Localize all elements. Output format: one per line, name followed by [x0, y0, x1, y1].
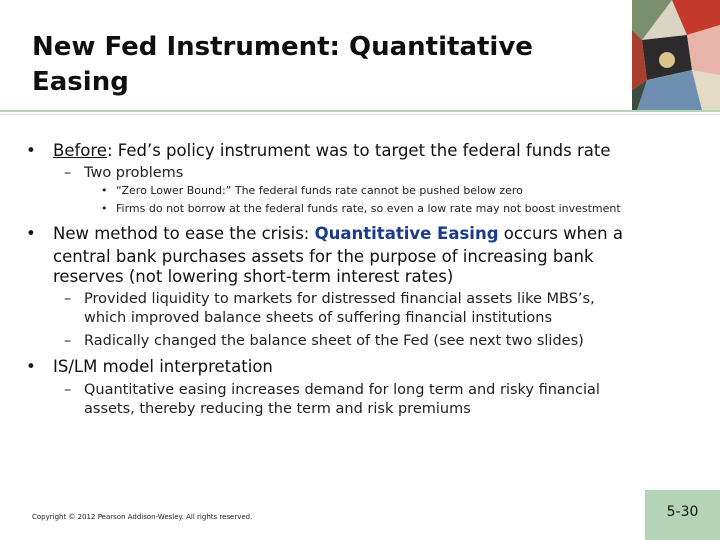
sub-liquidity-line2: which improved balance sheets of suffering financial institutions: [84, 310, 553, 326]
page-number-box: [645, 490, 720, 540]
islm-sub-line1: Quantitative easing increases demand for long term and risky financial: [84, 382, 600, 398]
bullet-before: [53, 139, 610, 162]
before-label: Before: [53, 141, 107, 160]
qe-highlight: Quantitative Easing: [314, 224, 499, 243]
bullet-marker: •: [26, 224, 36, 243]
dot-marker: •: [101, 184, 108, 197]
copyright-footer: Copyright © 2012 Pearson Addison-Wesley. All rights reserved.: [32, 513, 253, 521]
bullet-marker: •: [26, 141, 36, 160]
dash-marker: –: [64, 291, 72, 307]
sub-liquidity-line1: Provided liquidity to markets for distressed financial assets like MBS’s,: [84, 291, 595, 307]
title-divider: [0, 110, 720, 112]
slide-title: New Fed Instrument: Quantitative Easing: [32, 32, 533, 97]
islm-sub-line2: assets, thereby reducing the term and risk premiums: [84, 401, 471, 417]
sub-two-problems: Two problems: [84, 165, 184, 181]
title-divider-secondary: [0, 114, 720, 115]
dash-marker: –: [64, 333, 72, 349]
qe-definition-line1: [53, 222, 623, 245]
qe-text: New method to ease the crisis:: [53, 224, 315, 243]
decorative-artwork: [632, 0, 720, 110]
islm-heading: IS/LM model interpretation: [53, 357, 273, 376]
bullet-marker: •: [26, 357, 36, 376]
problem-firms-borrow: Firms do not borrow at the federal funds rate, so even a low rate may not boost investment: [116, 202, 621, 215]
page-number: 5-30: [666, 504, 699, 520]
qe-text: occurs when a: [498, 224, 623, 243]
dot-marker: •: [101, 202, 108, 215]
dash-marker: –: [64, 382, 72, 398]
qe-definition-line2: central bank purchases assets for the purpose of increasing bank: [53, 247, 594, 266]
qe-definition-line3: reserves (not lowering short-term interest rates): [53, 267, 454, 286]
before-text: : Fed’s policy instrument was to target the federal funds rate: [106, 141, 611, 160]
sub-balance-sheet: Radically changed the balance sheet of the Fed (see next two slides): [84, 333, 584, 349]
dash-marker: –: [64, 165, 72, 181]
problem-zero-lower-bound: “Zero Lower Bound:” The federal funds rate cannot be pushed below zero: [116, 184, 523, 197]
